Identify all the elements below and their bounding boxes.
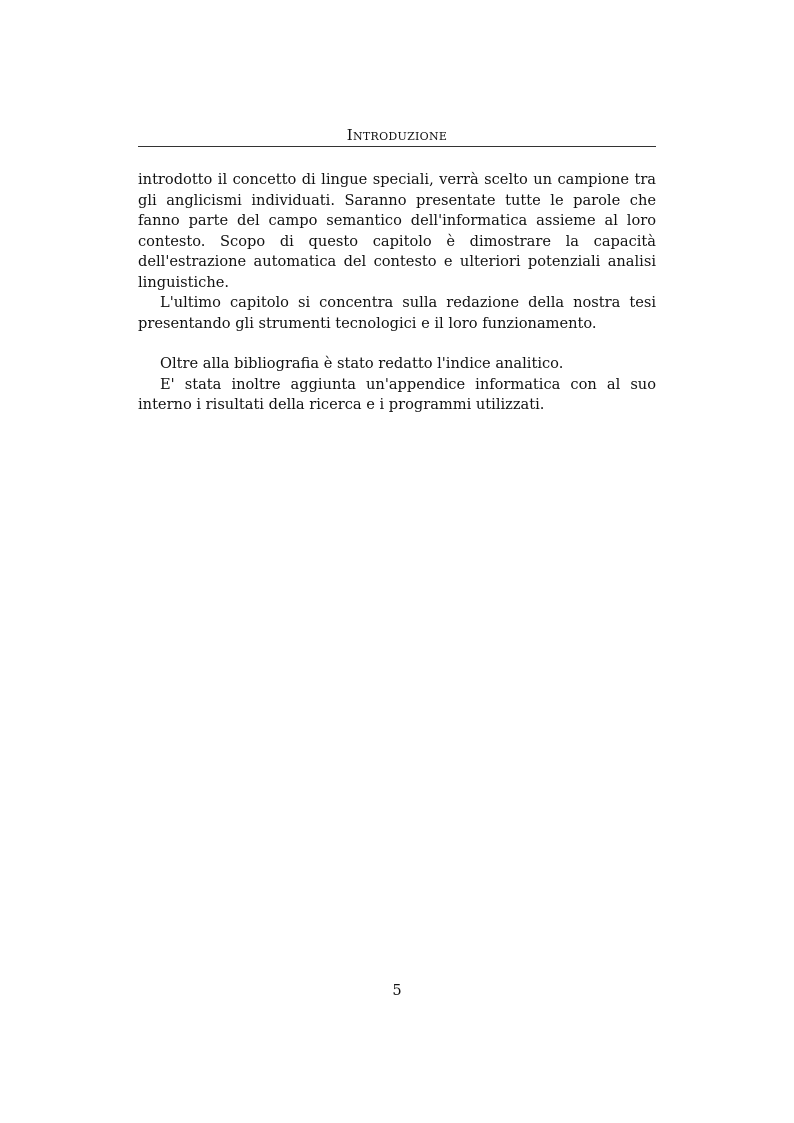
running-header: Introduzione [346,126,448,144]
paragraph-continued: introdotto il concetto di lingue speciali, verrà scelto un campione tra gli anglicismi individuati. Saranno presentate tutte le parole che fanno parte del campo semantico dell'informatica assieme al loro contesto. Scopo di questo capitolo è dimostrare la capacità dell'estrazione automatica del contesto e ulteriori potenziali analisi linguistiche. [138,171,656,291]
header-rule [138,146,656,147]
paragraph-appendix: E' stata inoltre aggiunta un'appendice informatica con al suo interno i risultati della ricerca e i programmi utilizzati. [138,375,656,413]
page-number: 5 [392,982,402,999]
paragraph-bibliography: Oltre alla bibliografia è stato redatto l'indice analitico. [160,355,564,372]
body-text [138,170,656,416]
paragraph-last-chapter: L'ultimo capitolo si concentra sulla redazione della nostra tesi presentando gli strumenti tecnologici e il loro funzionamento. [138,294,656,332]
